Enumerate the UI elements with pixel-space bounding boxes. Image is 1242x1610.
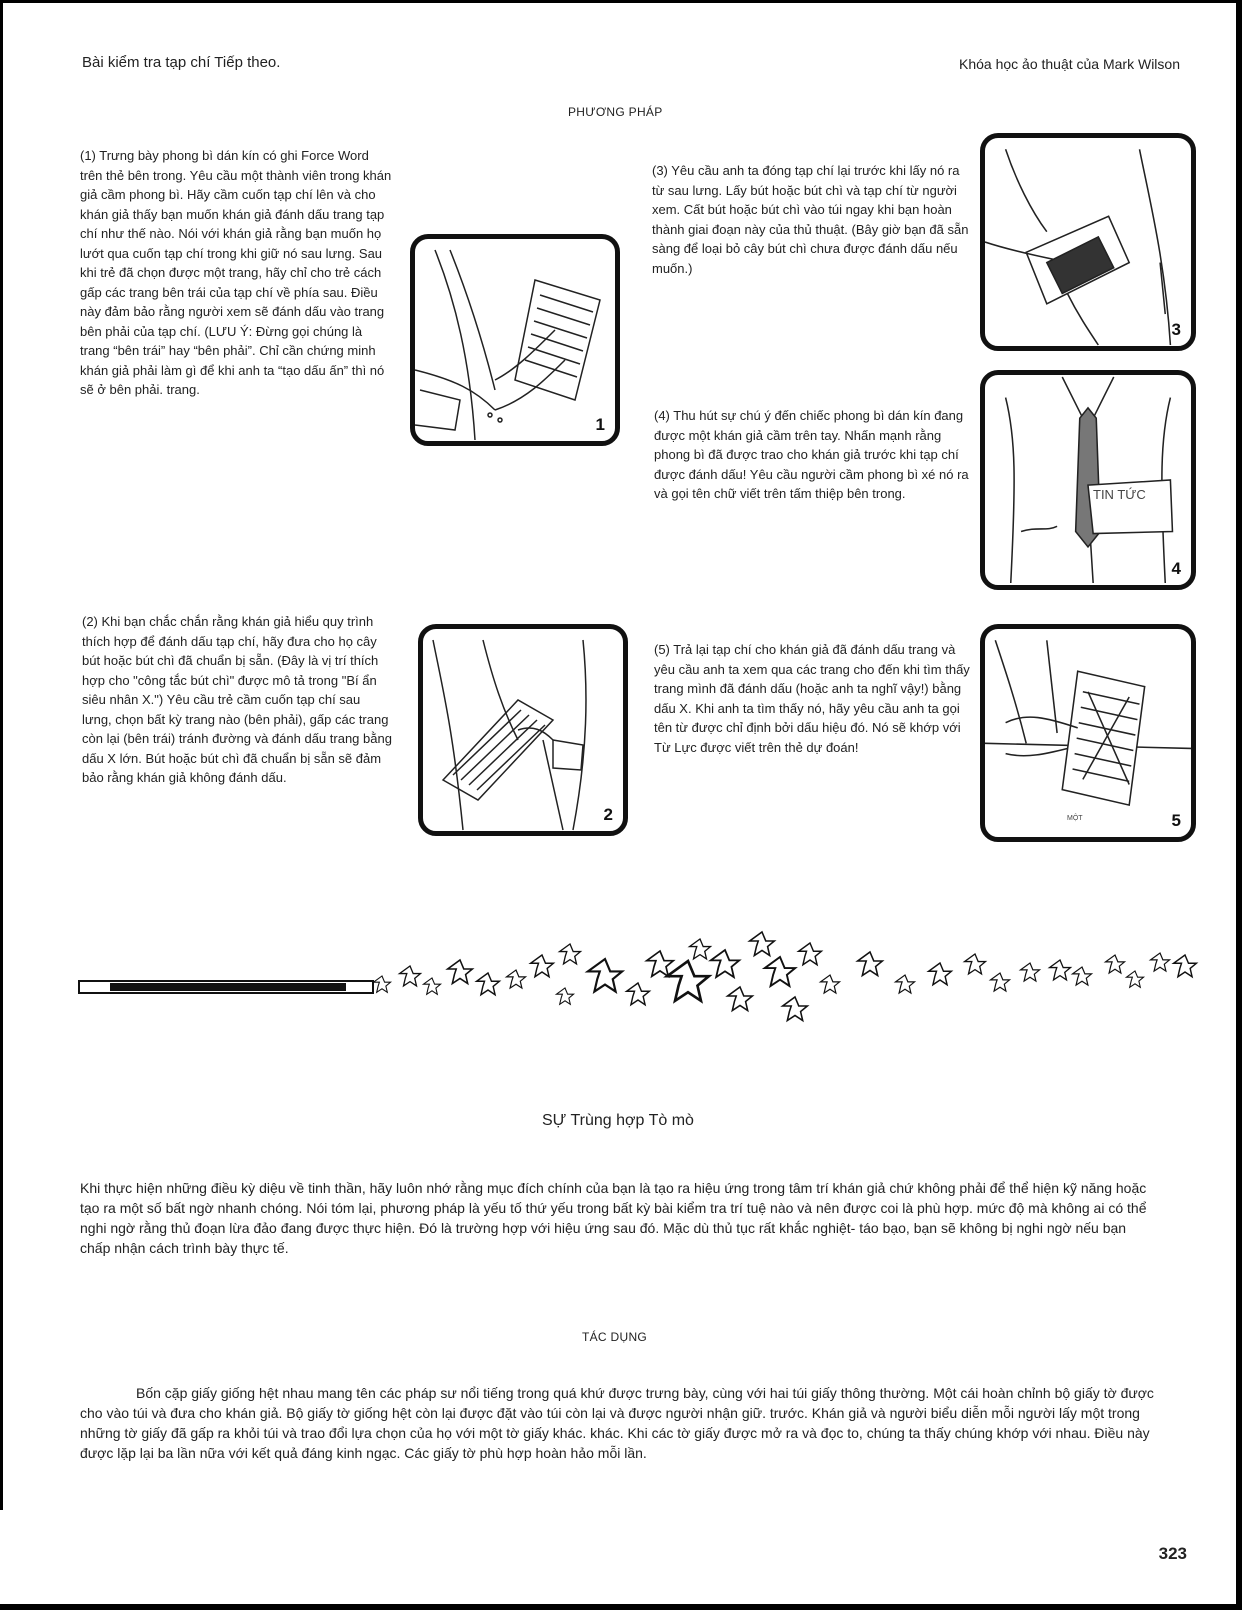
step-1-text: (1) Trưng bày phong bì dán kín có ghi Force Word trên thẻ bên trong. Yêu cầu một thành viên trong khán giả cầm phong bì. Hãy cầm cuốn tạp chí lên và cho khán giả thấy bạn muốn khán giả đánh dấu trang tạp chí như thế nào. Nói với khán giả rằng bạn muốn họ lướt qua cuốn tạp chí trong khi giữ nó sau lưng. Sau khi trẻ đã chọn được một trang, hãy chỉ cho trẻ cách gấp các trang bên trái của tạp chí về phía sau. Điều này đảm bảo rằng người xem sẽ đánh dấu vào trang bên phải của tạp chí. (LƯU Ý: Đừng gọi chúng là trang “bên trái” hay “bên phải”. Chỉ cần chứng minh khán giả phải làm gì để khi anh ta “tạo dấu ấn” thì nó sẽ ở bên phải. trang. (80, 148, 392, 397)
figure-2 (418, 624, 628, 836)
intro-paragraph: Khi thực hiện những điều kỳ diệu về tinh thần, hãy luôn nhớ rằng mục đích chính của bạn là tạo ra hiệu ứng trong tâm trí khán giả chứ không phải để thể hiện kỹ năng hoặc tạo ra một số bất ngờ nhanh chóng. Nói tóm lại, phương pháp là yếu tố thứ yếu trong bất kỳ bài kiểm tra trí tuệ nào và nên được coi là phù hợp. mức độ mà không ai có thể nghi ngờ rằng thủ đoạn lừa đảo đang được thực hiện. Đó là trường hợp với hiệu ứng sau đó. Mặc dù thủ tục rất khắc nghiệt- táo bạo, bạn sẽ không bị nghi ngờ nếu bạn chấp nhận cách trình bày thực tế. (80, 1180, 1147, 1256)
figure-5 (980, 624, 1196, 842)
method-heading: PHƯƠNG PHÁP (568, 105, 663, 119)
running-head-left: Bài kiểm tra tạp chí Tiếp theo. (82, 54, 281, 71)
figure-4 (980, 370, 1196, 590)
figure-4-number: 4 (1171, 559, 1181, 578)
running-head-right: Khóa học ảo thuật của Mark Wilson (958, 56, 1180, 72)
figure-1-illustration (415, 239, 615, 441)
figure-3-illustration (985, 138, 1191, 346)
top-border (0, 0, 1242, 3)
figure-1-number: 1 (595, 415, 605, 434)
effect-heading: TÁC DỤNG (582, 1330, 648, 1344)
left-border (0, 0, 3, 1510)
figure-5-label: MỘT (1067, 815, 1083, 822)
step-3-text: (3) Yêu cầu anh ta đóng tạp chí lại trước khi lấy nó ra từ sau lưng. Lấy bút hoặc bút chì và tạp chí từ người xem. Cất bút hoặc bút chì vào túi ngay khi bạn hoàn thành giai đoạn này của thủ thuật. (Bây giờ bạn đã sẵn sàng để loại bỏ cây bút chì chưa được đánh dấu nếu muốn.) (652, 163, 969, 276)
step-4-text: (4) Thu hút sự chú ý đến chiếc phong bì dán kín đang được một khán giả cầm trên tay. Nhấn mạnh rằng phong bì đã được trao cho khán giả trước khi tạp chí được đánh dấu! Yêu cầu người cầm phong bì xé nó ra và gọi tên chữ viết trên tấm thiệp bên trong. (654, 408, 969, 501)
page-number: 323 (1158, 1544, 1187, 1563)
figure-3-number: 3 (1171, 320, 1181, 339)
effect-paragraph: Bốn cặp giấy giống hệt nhau mang tên các pháp sư nổi tiếng trong quá khứ được trưng bày, cùng với hai túi giấy thông thường. Một cái hoàn chỉnh bộ giấy tờ được cho vào túi và đưa cho khán giả. Bộ giấy tờ giống hệt còn lại được đặt vào túi còn lại và được người nhận giữ. trước. Khán giả và người biểu diễn mỗi người lấy một trong những tờ giấy đã gấp ra khỏi túi và trao đổi lựa chọn của họ với một tờ giấy khác. khác. Khi các tờ giấy được mở ra và đọc to, chúng ta thấy chúng khớp với nhau. Điều này được lặp lại ba lần nữa với kết quả đáng kinh ngạc. Các giấy tờ phù hợp hoàn hảo mỗi lần. (80, 1385, 1154, 1461)
magic-wand-icon (78, 980, 374, 994)
figure-4-illustration (985, 375, 1191, 585)
bottom-border (0, 1604, 1242, 1610)
figure-3 (980, 133, 1196, 351)
trick-title: SỰ Trùng hợp Tò mò (542, 1112, 694, 1129)
stars-decoration (370, 925, 1200, 1035)
figure-5-illustration (985, 629, 1191, 837)
figure-2-illustration (423, 629, 623, 831)
step-2-text: (2) Khi bạn chắc chắn rằng khán giả hiểu quy trình thích hợp để đánh dấu tạp chí, hãy đưa cho họ cây bút hoặc bút chì đã chuẩn bị sẵn. (Đây là vị trí thích hợp cho "công tắc bút chì" được mô tả trong "Bí ẩn siêu nhân X.") Yêu cầu trẻ cầm cuốn tạp chí sau lưng, chọn bất kỳ trang nào (bên phải), gấp các trang còn lại (bên trái) tránh đường và đánh dấu trang bằng dấu X lớn. Bút hoặc bút chì đã chuẩn bị sẵn sẽ đảm bảo rằng khán giả không đánh dấu. (82, 614, 392, 785)
figure-2-number: 2 (603, 805, 613, 824)
right-border (1236, 0, 1242, 1610)
news-card-label: TIN TỨC (1093, 487, 1146, 502)
figure-1 (410, 234, 620, 446)
step-5-text: (5) Trả lại tạp chí cho khán giả đã đánh dấu trang và yêu cầu anh ta xem qua các trang cho đến khi tìm thấy trang mình đã đánh dấu (hoặc anh ta nghĩ vậy!) bằng dấu X. Khi anh ta tìm thấy nó, hãy yêu cầu anh ta gọi tên từ được chỉ định bởi dấu hiệu đó. Nó sẽ khớp với Từ Lực được viết trên thẻ dự đoán! (654, 642, 970, 755)
figure-5-number: 5 (1171, 811, 1181, 830)
